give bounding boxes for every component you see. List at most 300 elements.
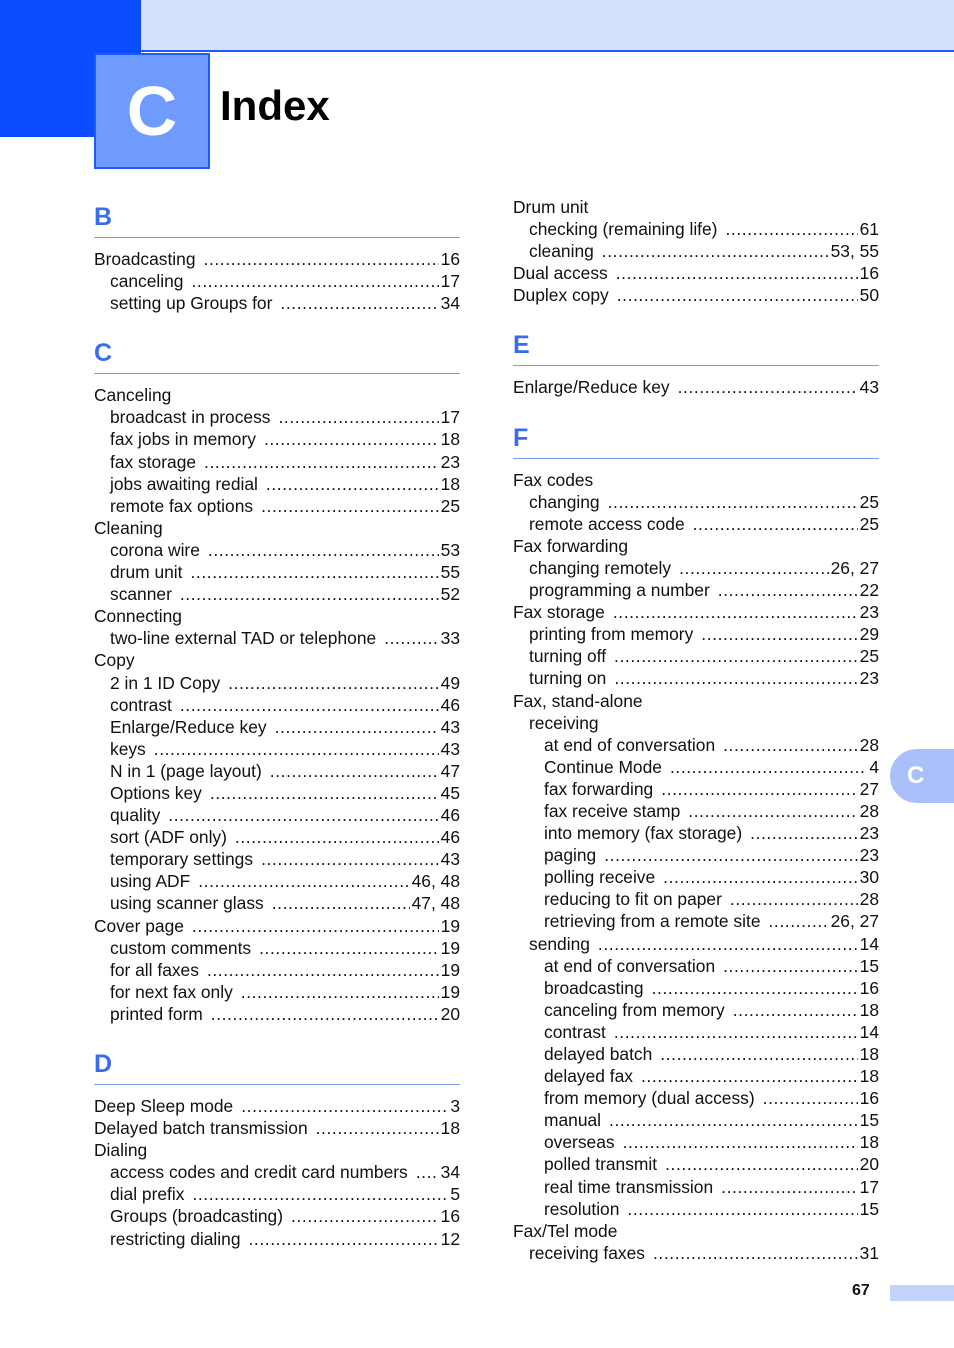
- index-page-ref: 47, 48: [411, 893, 460, 914]
- section-heading-d: D: [94, 1043, 460, 1085]
- dot-leader: [207, 959, 439, 981]
- index-entry: [513, 667, 879, 689]
- index-term: turning off: [529, 646, 607, 667]
- dot-leader: [623, 1131, 858, 1153]
- index-page-ref: 26, 27: [830, 911, 879, 932]
- index-term: retrieving from a remote site: [544, 911, 761, 932]
- index-entry: [94, 672, 460, 694]
- dot-leader: [718, 579, 858, 601]
- index-page-ref: 43: [440, 716, 460, 737]
- index-page-ref: 27: [859, 778, 879, 799]
- index-term: resolution: [544, 1198, 620, 1219]
- index-page-ref: 61: [859, 219, 879, 240]
- index-term: Deep Sleep mode: [94, 1096, 234, 1116]
- index-entry: [513, 822, 879, 844]
- index-term: contrast: [110, 694, 172, 715]
- index-page-ref: 5: [450, 1184, 460, 1205]
- index-entry: [94, 1117, 460, 1139]
- index-entry: [513, 1087, 879, 1109]
- index-entry: [94, 937, 460, 959]
- index-term: Fax codes: [513, 469, 594, 490]
- index-term: dial prefix: [110, 1184, 185, 1205]
- index-term: canceling: [110, 271, 184, 292]
- index-term: drum unit: [110, 562, 183, 583]
- dot-leader: [750, 822, 858, 844]
- index-entry: [513, 1043, 879, 1065]
- index-page-ref: 16: [440, 1206, 460, 1227]
- index-entry: [513, 977, 879, 999]
- index-term: Options key: [110, 782, 202, 803]
- index-term: changing remotely: [529, 557, 672, 578]
- index-term: using scanner glass: [110, 893, 264, 914]
- index-term: from memory (dual access): [544, 1088, 755, 1109]
- index-entry: [94, 406, 460, 428]
- dot-leader: [266, 473, 439, 495]
- dot-leader: [204, 451, 439, 473]
- dot-leader: [679, 557, 829, 579]
- index-entry: [94, 1003, 460, 1025]
- index-entry: [94, 627, 460, 649]
- dot-leader: [663, 866, 857, 888]
- index-term: custom comments: [110, 937, 252, 958]
- dot-leader: [191, 561, 439, 583]
- index-entry: [513, 888, 879, 910]
- index-entry: [513, 376, 879, 398]
- dot-leader: [721, 1176, 858, 1198]
- dot-leader: [192, 915, 439, 937]
- index-entry: [513, 1021, 879, 1043]
- index-term: Groups (broadcasting): [110, 1206, 284, 1227]
- section-heading-b: B: [94, 196, 460, 238]
- index-term: programming a number: [529, 580, 710, 601]
- dot-leader: [763, 1087, 858, 1109]
- index-term: paging: [544, 845, 597, 866]
- index-term: remote access code: [529, 513, 685, 534]
- index-entry: [513, 557, 879, 579]
- dot-leader: [604, 844, 857, 866]
- index-entry: [94, 428, 460, 450]
- index-page-ref: 45: [440, 782, 460, 803]
- index-term: checking (remaining life): [529, 219, 718, 240]
- index-entry: [94, 517, 460, 539]
- dot-leader: [154, 738, 439, 760]
- index-page-ref: 25: [859, 491, 879, 512]
- index-page-ref: 20: [440, 1003, 460, 1024]
- index-term: polling receive: [544, 867, 656, 888]
- index-entry: [513, 513, 879, 535]
- index-page-ref: 3: [450, 1096, 460, 1116]
- index-term: receiving faxes: [529, 1242, 645, 1263]
- index-entry: [513, 866, 879, 888]
- index-entry: [94, 473, 460, 495]
- index-page-ref: 12: [440, 1228, 460, 1249]
- index-entry: [94, 1183, 460, 1205]
- dot-leader: [670, 756, 867, 778]
- index-term: Cover page: [94, 915, 184, 936]
- dot-leader: [693, 513, 858, 535]
- index-term: restricting dialing: [110, 1228, 241, 1249]
- page-title: Index: [220, 82, 330, 129]
- index-term: Delayed batch transmission: [94, 1118, 308, 1139]
- index-column-right: [513, 196, 879, 1264]
- index-page-ref: 16: [440, 249, 460, 269]
- index-term: Enlarge/Reduce key: [513, 377, 670, 398]
- index-entry: [513, 778, 879, 800]
- index-page-ref: 26, 27: [830, 557, 879, 578]
- index-entry: [513, 623, 879, 645]
- index-page-ref: 43: [440, 738, 460, 759]
- index-page-ref: 4: [869, 756, 879, 777]
- dot-leader: [198, 870, 409, 892]
- index-term: into memory (fax storage): [544, 823, 743, 844]
- index-page-ref: 17: [440, 271, 460, 292]
- dot-leader: [241, 1095, 448, 1117]
- index-page-ref: 28: [859, 889, 879, 910]
- index-page-ref: 18: [440, 429, 460, 450]
- index-page-ref: 16: [859, 263, 879, 284]
- dot-leader: [192, 1183, 448, 1205]
- index-term: manual: [544, 1110, 602, 1131]
- dot-leader: [264, 428, 439, 450]
- index-term: fax storage: [110, 451, 197, 472]
- index-entry: [94, 848, 460, 870]
- dot-leader: [678, 376, 858, 398]
- index-entry: [94, 561, 460, 583]
- index-entry: [513, 284, 879, 306]
- index-entry: [513, 712, 879, 734]
- index-page-ref: 34: [440, 293, 460, 314]
- index-entry: [513, 469, 879, 491]
- index-page-ref: 22: [859, 580, 879, 601]
- index-page-ref: 23: [859, 823, 879, 844]
- index-term: fax jobs in memory: [110, 429, 256, 450]
- index-term: delayed fax: [544, 1066, 633, 1087]
- dot-leader: [384, 627, 438, 649]
- index-term: for next fax only: [110, 981, 233, 1002]
- index-term: jobs awaiting redial: [110, 473, 258, 494]
- index-term: setting up Groups for: [110, 293, 273, 314]
- index-term: broadcast in process: [110, 407, 271, 428]
- index-term: keys: [110, 738, 146, 759]
- index-page-ref: 16: [859, 1088, 879, 1109]
- index-term: Cleaning: [94, 517, 163, 538]
- index-entry: [513, 601, 879, 623]
- index-term: Duplex copy: [513, 285, 609, 306]
- index-term: sort (ADF only): [110, 827, 227, 848]
- index-entry: [513, 218, 879, 240]
- index-entry: [94, 1161, 460, 1183]
- index-term: Fax forwarding: [513, 535, 629, 556]
- section-heading-e: E: [513, 324, 879, 366]
- index-entry: [513, 579, 879, 601]
- index-entry: [513, 910, 879, 932]
- index-page-ref: 53: [440, 539, 460, 560]
- index-entry: [94, 915, 460, 937]
- dot-leader: [270, 760, 439, 782]
- dot-leader: [208, 539, 439, 561]
- index-entry: [94, 981, 460, 1003]
- index-page-ref: 23: [440, 451, 460, 472]
- dot-leader: [733, 999, 858, 1021]
- index-entry: [94, 870, 460, 892]
- dot-leader: [416, 1161, 439, 1183]
- index-entry: [513, 933, 879, 955]
- index-page-ref: 31: [859, 1242, 879, 1263]
- index-entry: [513, 999, 879, 1021]
- index-page-ref: 18: [859, 1066, 879, 1087]
- index-page-ref: 25: [859, 646, 879, 667]
- index-page-ref: 46: [440, 805, 460, 826]
- index-page-ref: 18: [440, 1118, 460, 1139]
- dot-leader: [730, 888, 858, 910]
- dot-leader: [280, 292, 438, 314]
- index-entry: [513, 535, 879, 557]
- index-term: Fax, stand-alone: [513, 690, 643, 711]
- dot-leader: [701, 623, 857, 645]
- index-term: at end of conversation: [544, 734, 716, 755]
- index-entry: [94, 1139, 460, 1161]
- index-page-ref: 17: [440, 407, 460, 428]
- dot-leader: [653, 1242, 858, 1264]
- dot-leader: [641, 1065, 858, 1087]
- dot-leader: [723, 955, 858, 977]
- index-term: printing from memory: [529, 624, 694, 645]
- index-page-ref: 30: [859, 867, 879, 888]
- dot-leader: [617, 284, 858, 306]
- dot-leader: [614, 1021, 858, 1043]
- index-entry: [94, 804, 460, 826]
- index-page-ref: 18: [859, 1132, 879, 1153]
- index-entry: [94, 605, 460, 627]
- index-entry: [513, 1109, 879, 1131]
- index-page-ref: 25: [859, 513, 879, 534]
- index-entry: [513, 690, 879, 712]
- index-entry: [94, 583, 460, 605]
- index-page-ref: 19: [440, 981, 460, 1002]
- index-entry: [94, 782, 460, 804]
- index-entry: [513, 844, 879, 866]
- dot-leader: [228, 672, 438, 694]
- index-entry: [94, 694, 460, 716]
- index-term: contrast: [544, 1021, 606, 1042]
- dot-leader: [261, 848, 439, 870]
- index-page-ref: 15: [859, 1110, 879, 1131]
- section-heading-c: C: [94, 332, 460, 374]
- dot-leader: [291, 1205, 439, 1227]
- index-term: Drum unit: [513, 197, 589, 217]
- index-term: polled transmit: [544, 1154, 658, 1175]
- index-term: canceling from memory: [544, 999, 725, 1020]
- index-page-ref: 15: [859, 955, 879, 976]
- index-term: broadcasting: [544, 977, 644, 998]
- index-term: Dialing: [94, 1140, 148, 1161]
- index-term: using ADF: [110, 871, 191, 892]
- index-entry: [513, 756, 879, 778]
- dot-leader: [598, 933, 858, 955]
- index-entry: [94, 1228, 460, 1250]
- dot-leader: [210, 782, 439, 804]
- index-entry: [94, 1095, 460, 1117]
- index-term: Canceling: [94, 385, 172, 406]
- index-page-ref: 17: [859, 1176, 879, 1197]
- dot-leader: [614, 645, 858, 667]
- section-heading-f: F: [513, 417, 879, 459]
- index-term: reducing to fit on paper: [544, 889, 722, 910]
- index-entry: [94, 1205, 460, 1227]
- dot-leader: [235, 826, 439, 848]
- index-page-ref: 49: [440, 672, 460, 693]
- index-term: corona wire: [110, 539, 200, 560]
- index-entry: [94, 760, 460, 782]
- index-term: N in 1 (page layout): [110, 760, 262, 781]
- dot-leader: [627, 1198, 857, 1220]
- dot-leader: [660, 1043, 857, 1065]
- index-page-ref: 52: [440, 584, 460, 605]
- dot-leader: [191, 270, 438, 292]
- dot-leader: [211, 1003, 439, 1025]
- dot-leader: [204, 248, 439, 270]
- index-entry: [513, 240, 879, 262]
- index-page-ref: 46: [440, 694, 460, 715]
- dot-leader: [180, 583, 439, 605]
- index-entry: [513, 1242, 879, 1264]
- index-term: Broadcasting: [94, 249, 196, 269]
- index-page-ref: 50: [859, 285, 879, 306]
- index-page-ref: 46: [440, 827, 460, 848]
- index-entry: [513, 1131, 879, 1153]
- dot-leader: [275, 716, 439, 738]
- index-entry: [94, 738, 460, 760]
- index-page-ref: 20: [859, 1154, 879, 1175]
- page-number-bar: [890, 1285, 954, 1301]
- index-entry: [513, 491, 879, 513]
- index-page-ref: 19: [440, 959, 460, 980]
- index-term: Copy: [94, 650, 135, 671]
- dot-leader: [261, 495, 439, 517]
- index-term: fax receive stamp: [544, 800, 681, 821]
- index-page-ref: 18: [859, 999, 879, 1020]
- index-page-ref: 28: [859, 734, 879, 755]
- index-page-ref: 18: [440, 473, 460, 494]
- index-entry: [513, 1065, 879, 1087]
- index-page-ref: 23: [859, 668, 879, 689]
- index-page-ref: 29: [859, 624, 879, 645]
- index-entry: [94, 959, 460, 981]
- chapter-letter-box: C: [94, 53, 210, 169]
- index-entry: [94, 270, 460, 292]
- index-page-ref: 15: [859, 1198, 879, 1219]
- index-page-ref: 18: [859, 1044, 879, 1064]
- index-term: printed form: [110, 1003, 203, 1024]
- index-entry: [513, 800, 879, 822]
- index-page-ref: 14: [859, 933, 879, 954]
- index-page-ref: 14: [859, 1021, 879, 1042]
- index-term: Connecting: [94, 606, 182, 627]
- index-entry: [513, 1153, 879, 1175]
- index-term: 2 in 1 ID Copy: [110, 672, 221, 693]
- dot-leader: [316, 1117, 439, 1139]
- dot-leader: [180, 694, 439, 716]
- dot-leader: [609, 1109, 858, 1131]
- index-page-ref: 34: [440, 1162, 460, 1183]
- index-entry: [94, 495, 460, 517]
- index-entry: [513, 262, 879, 284]
- dot-leader: [613, 601, 858, 623]
- index-entry: [513, 734, 879, 756]
- index-term: two-line external TAD or telephone: [110, 628, 377, 649]
- index-term: for all faxes: [110, 959, 199, 980]
- index-term: receiving: [529, 712, 599, 733]
- index-page-ref: 33: [440, 628, 460, 649]
- index-term: quality: [110, 805, 161, 826]
- index-page-ref: 23: [859, 845, 879, 866]
- index-entry: [513, 955, 879, 977]
- dot-leader: [665, 1153, 858, 1175]
- dot-leader: [278, 406, 438, 428]
- dot-leader: [241, 981, 439, 1003]
- index-page-ref: 43: [440, 849, 460, 870]
- index-term: sending: [529, 933, 590, 954]
- index-entry: [94, 292, 460, 314]
- index-term: overseas: [544, 1132, 615, 1153]
- index-term: scanner: [110, 584, 172, 605]
- index-page-ref: 19: [440, 937, 460, 958]
- index-entry: [513, 196, 879, 218]
- index-page-ref: 28: [859, 800, 879, 821]
- index-entry: [94, 384, 460, 406]
- dot-leader: [168, 804, 438, 826]
- top-header-band: [0, 0, 954, 52]
- index-page-ref: 16: [859, 977, 879, 998]
- index-entry: [513, 1176, 879, 1198]
- chapter-side-tab: C: [890, 749, 954, 803]
- index-term: access codes and credit card numbers: [110, 1162, 408, 1183]
- index-page-ref: 46, 48: [411, 871, 460, 892]
- index-term: Enlarge/Reduce key: [110, 716, 267, 737]
- index-entry: [94, 248, 460, 270]
- dot-leader: [769, 910, 829, 932]
- index-entry: [94, 826, 460, 848]
- index-term: Continue Mode: [544, 756, 662, 777]
- index-term: changing: [529, 491, 600, 512]
- dot-leader: [249, 1228, 439, 1250]
- index-entry: [513, 645, 879, 667]
- index-page-ref: 43: [859, 377, 879, 398]
- index-term: Fax storage: [513, 602, 605, 623]
- dot-leader: [608, 491, 858, 513]
- dot-leader: [616, 262, 858, 284]
- page-number: 67: [852, 1282, 870, 1299]
- index-page-ref: 25: [440, 495, 460, 516]
- index-entry: [513, 1198, 879, 1220]
- dot-leader: [259, 937, 439, 959]
- dot-leader: [661, 778, 857, 800]
- index-entry: [94, 649, 460, 671]
- index-term: real time transmission: [544, 1176, 714, 1197]
- index-page-ref: 55: [440, 562, 460, 583]
- index-term: delayed batch: [544, 1044, 653, 1064]
- index-page-ref: 47: [440, 760, 460, 781]
- dot-leader: [652, 977, 858, 999]
- index-column-left: [94, 196, 460, 1250]
- dot-leader: [602, 240, 829, 262]
- index-page-ref: 19: [440, 915, 460, 936]
- index-entry: [94, 539, 460, 561]
- index-term: fax forwarding: [544, 778, 654, 799]
- index-entry: [94, 716, 460, 738]
- index-entry: [94, 451, 460, 473]
- index-term: at end of conversation: [544, 955, 716, 976]
